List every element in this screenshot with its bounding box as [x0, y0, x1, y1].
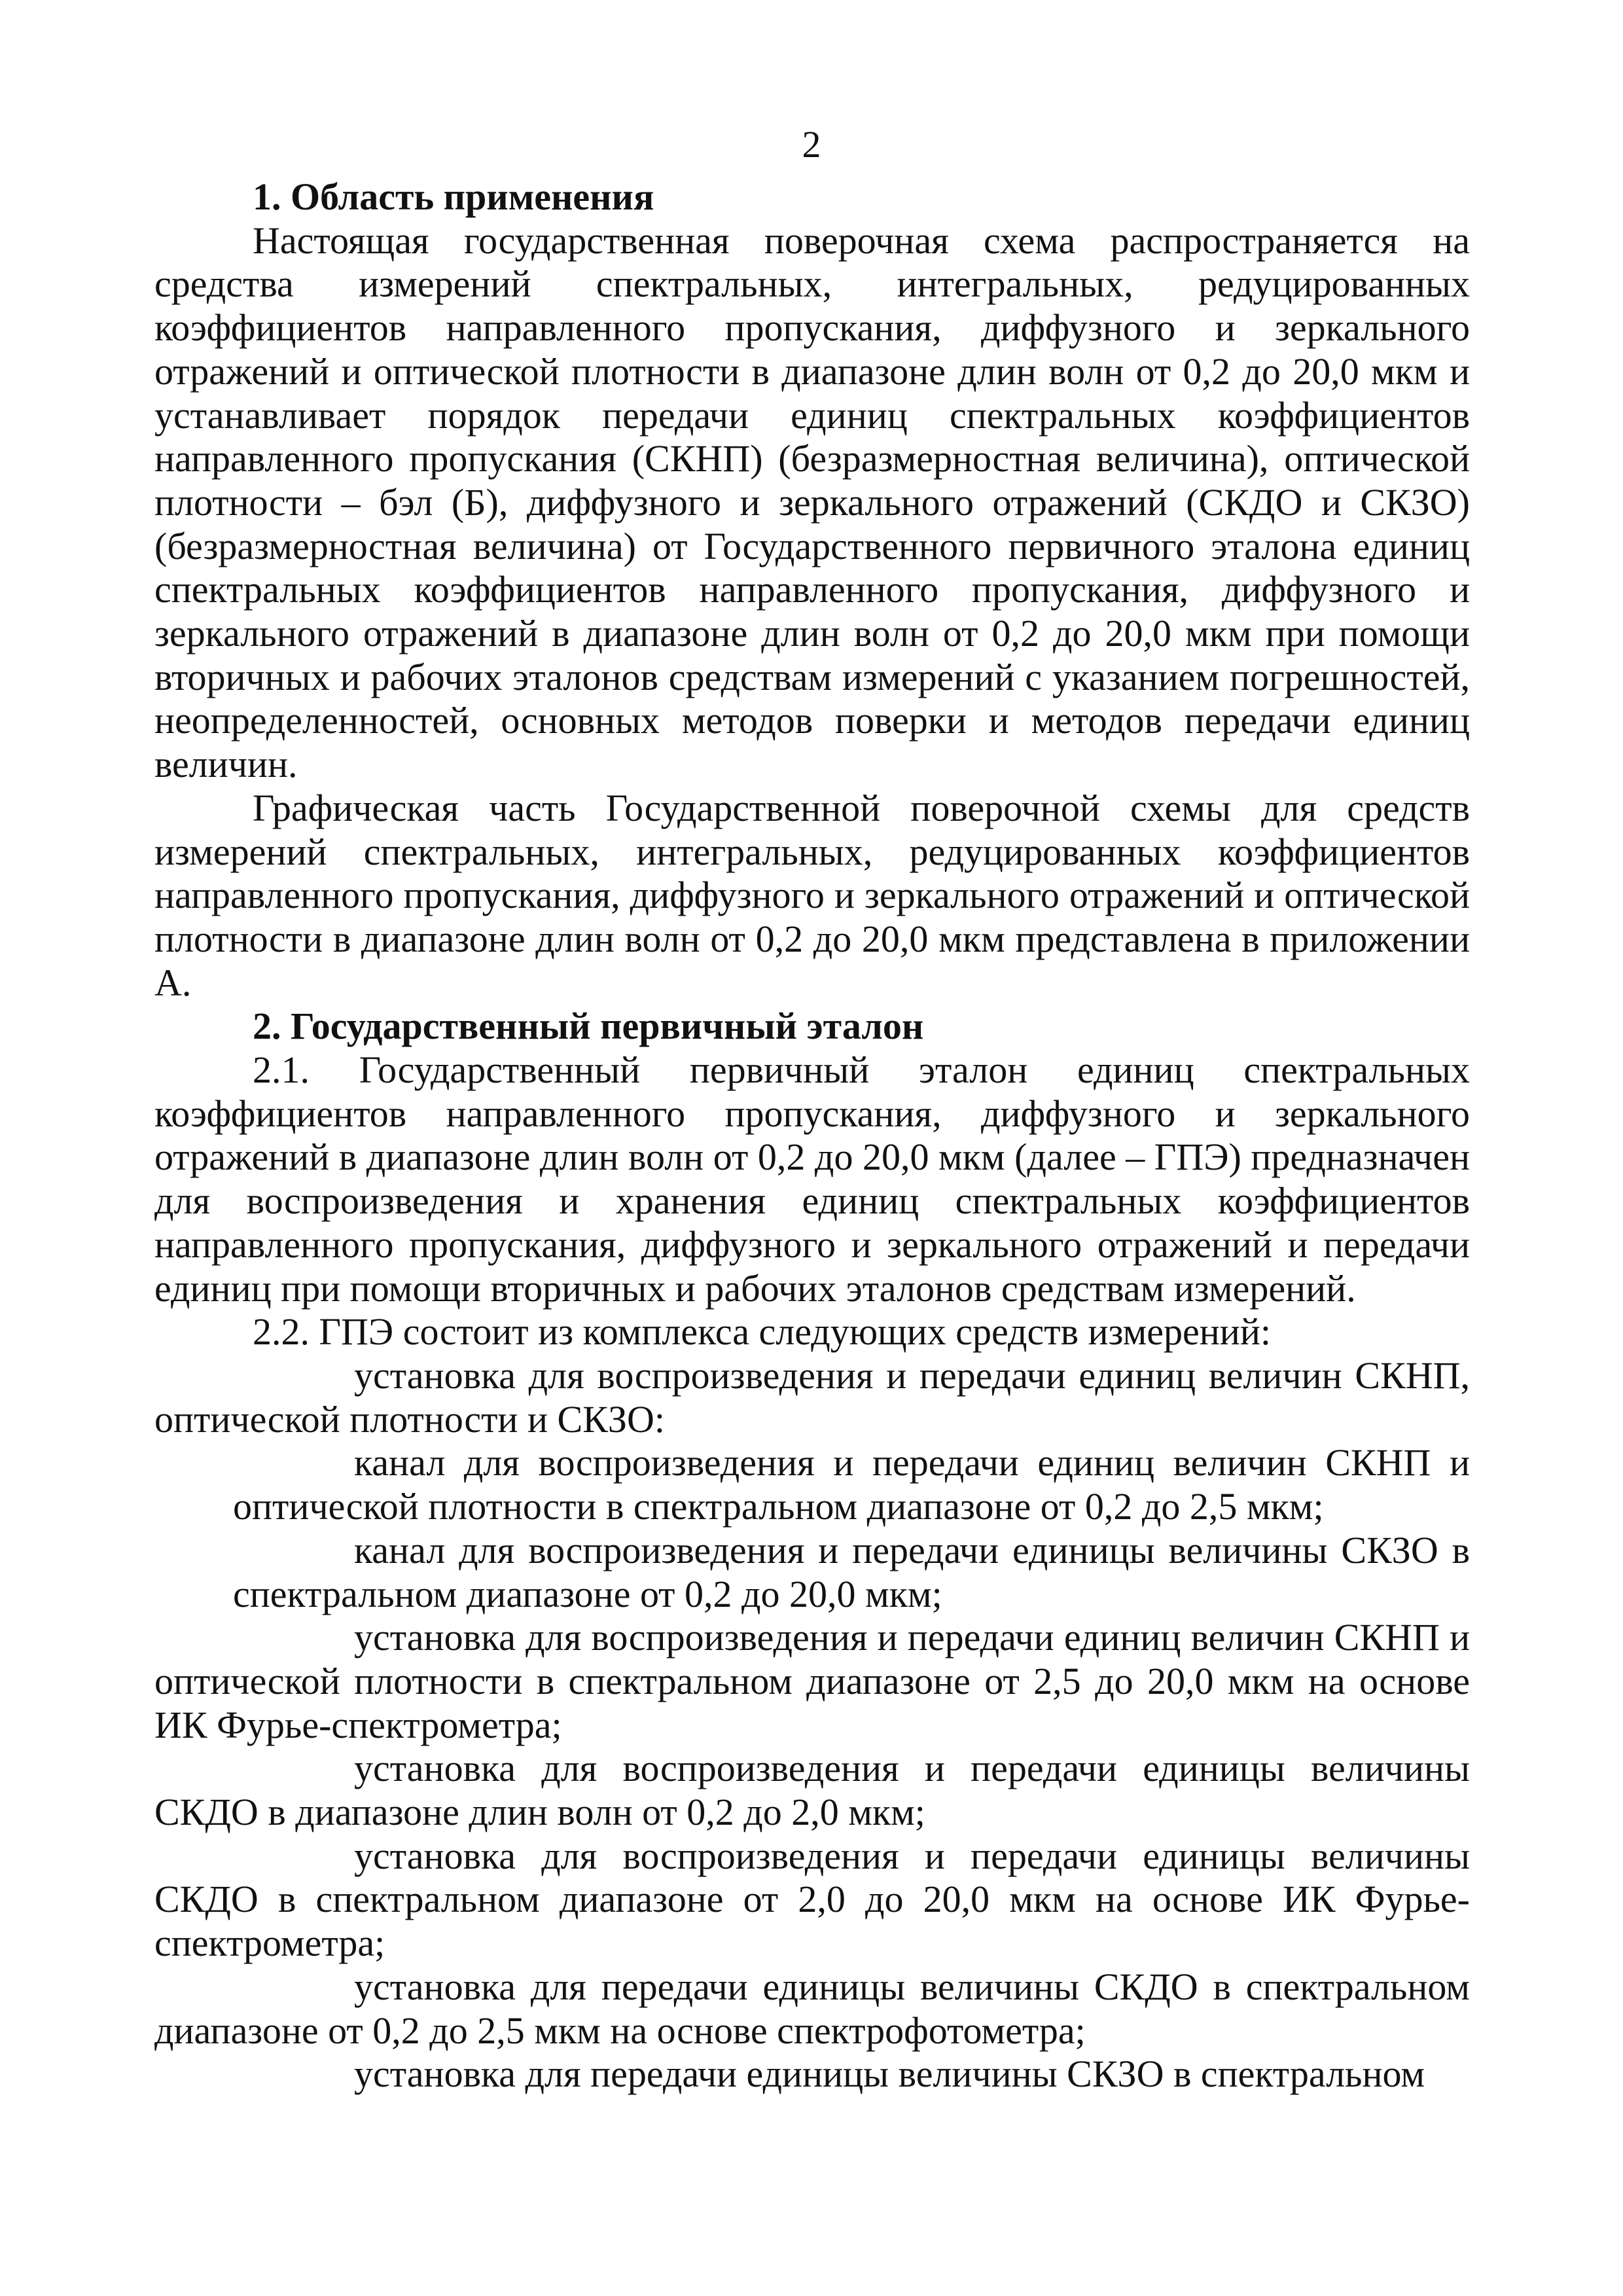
list-item: установка для передачи единицы величины СКДО в спектральном диапазоне от 0,2 до 2,5 мкм на основе спектрофотометра; — [154, 1965, 1470, 2052]
list-item: канал для воспроизведения и передачи единиц величин СКНП и оптической плотности в спектральном диапазоне от 0,2 до 2,5 мкм; — [233, 1441, 1470, 1528]
list-item: установка для воспроизведения и передачи единицы величины СКДО в спектральном диапазоне от 2,0 до 20,0 мкм на основе ИК Фурье-спектрометра; — [154, 1834, 1470, 1965]
page-number: 2 — [802, 123, 821, 166]
section-2-paragraph-2: 2.2. ГПЭ состоит из комплекса следующих средств измерений: — [253, 1310, 1272, 1354]
section-1-paragraph-2: Графическая часть Государственной поверочной схемы для средств измерений спектральных, интегральных, редуцированных коэффициентов направленного пропускания, диффузного и зеркального отражений и оптической плотности в диапазоне длин волн от 0,2 до 20,0 мкм представлена в приложении А. — [154, 786, 1470, 1004]
list-item: установка для воспроизведения и передачи единиц величин СКНП, оптической плотности и СКЗО: — [154, 1354, 1470, 1441]
list-item: канал для воспроизведения и передачи единицы величины СКЗО в спектральном диапазоне от 0,2 до 20,0 мкм; — [233, 1528, 1470, 1615]
list-item: установка для передачи единицы величины СКЗО в спектральном — [354, 2053, 1425, 2096]
section-2-heading: 2. Государственный первичный эталон — [253, 1005, 924, 1048]
section-1-heading: 1. Область применения — [253, 175, 654, 218]
section-1-paragraph-1: Настоящая государственная поверочная схема распространяется на средства измерений спектральных, интегральных, редуцированных коэффициентов направленного пропускания, диффузного и зеркального отражений и оптической плотности в диапазоне длин волн от 0,2 до 20,0 мкм и устанавливает порядок передачи единиц спектральных коэффициентов направленного пропускания (СКНП) (безразмерностная величина), оптической плотности – бэл (Б), диффузного и зеркального отражений (СКДО и СКЗО) (безразмерностная величина) от Государственного первичного эталона единиц спектральных коэффициентов направленного пропускания, диффузного и зеркального отражений в диапазоне длин волн от 0,2 до 20,0 мкм при помощи вторичных и рабочих эталонов средствам измерений с указанием погрешностей, неопределенностей, основных методов поверки и методов передачи единиц величин. — [154, 219, 1470, 786]
list-item: установка для воспроизведения и передачи единиц величин СКНП и оптической плотности в спектральном диапазоне от 2,5 до 20,0 мкм на основе ИК Фурье-спектрометра; — [154, 1616, 1470, 1746]
list-item: установка для воспроизведения и передачи единицы величины СКДО в диапазоне длин волн от 0,2 до 2,0 мкм; — [154, 1747, 1470, 1834]
section-2-paragraph-1: 2.1. Государственный первичный эталон единиц спектральных коэффициентов направленного пропускания, диффузного и зеркального отражений в диапазоне длин волн от 0,2 до 20,0 мкм (далее – ГПЭ) предназначен для воспроизведения и хранения единиц спектральных коэффициентов направленного пропускания, диффузного и зеркального отражений и передачи единиц при помощи вторичных и рабочих эталонов средствам измерений. — [154, 1049, 1470, 1310]
document-body — [154, 175, 1470, 2096]
